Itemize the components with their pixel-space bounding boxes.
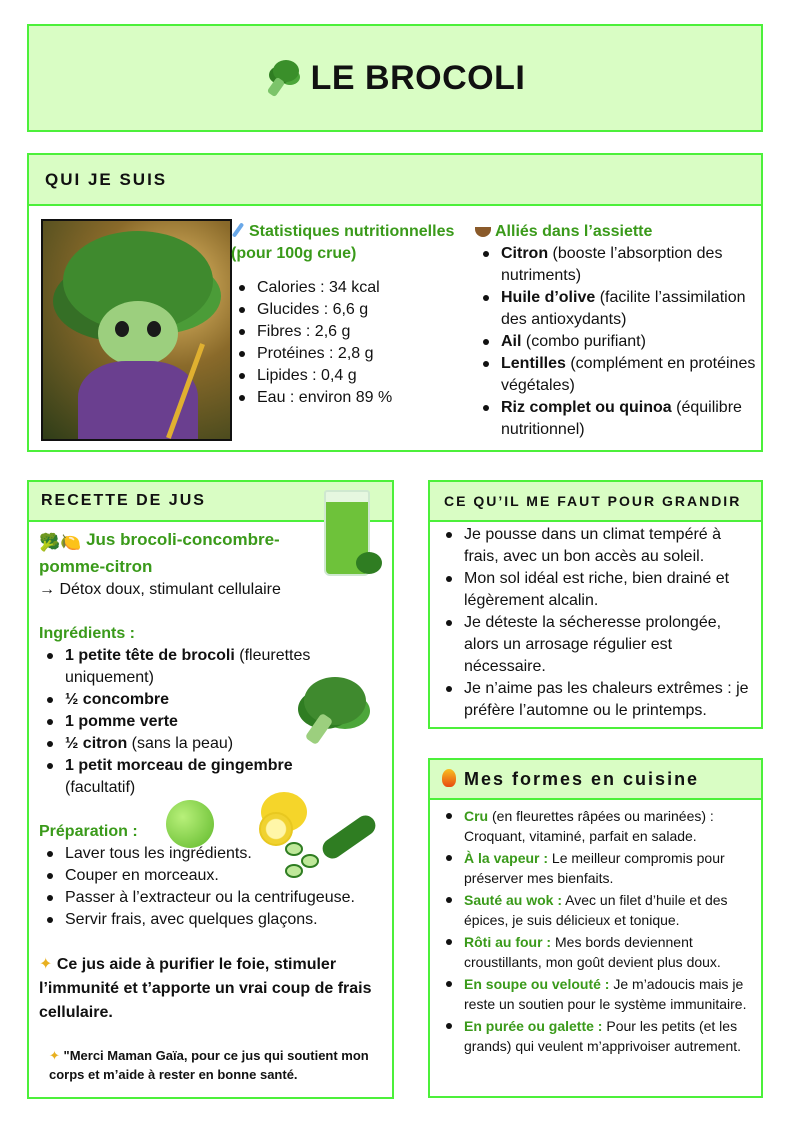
recette-content xyxy=(39,528,384,1025)
recette-section xyxy=(27,480,394,1099)
preparation-list xyxy=(39,843,384,931)
dna-icon xyxy=(231,222,245,238)
list-item: Rôti au four : Mes bords deviennent croustillants, mon goût devient plus doux. xyxy=(438,932,756,972)
juice-title: 🥦🍋 Jus brocoli-concombre-pomme-citron xyxy=(39,530,280,576)
list-item: Mon sol idéal est riche, bien drainé et légèrement alcalin. xyxy=(438,568,756,612)
benefit-text: ✦ Ce jus aide à purifier le foie, stimuler l’immunité et t’apporte un vrai coup de frais cellulaire. xyxy=(39,956,372,1021)
list-item: 1 pomme verte xyxy=(39,711,324,733)
list-item: Je n’aime pas les chaleurs extrêmes : je préfère l’automne ou le printemps. xyxy=(438,678,756,722)
list-item: En purée ou galette : Pour les petits (et les grands) qui veulent m’apprivoiser autrement. xyxy=(438,1016,756,1056)
list-item: Ail (combo purifiant) xyxy=(475,331,759,353)
list-item: Couper en morceaux. xyxy=(39,865,384,887)
stats-list xyxy=(231,277,461,409)
ingredients-list xyxy=(39,645,324,799)
title-banner xyxy=(27,24,763,132)
list-item: En soupe ou velouté : Je m’adoucis mais je reste un soutien pour le système immunitaire. xyxy=(438,974,756,1014)
list-item: Passer à l’extracteur ou la centrifugeuse. xyxy=(39,887,384,909)
sparkles-icon: ✦ xyxy=(39,956,53,973)
list-item: Citron (booste l’absorption des nutriments) xyxy=(475,243,759,287)
list-item: Je déteste la sécheresse prolongée, alors un arrosage régulier est nécessaire. xyxy=(438,612,756,678)
list-item: ½ concombre xyxy=(39,689,324,711)
sparkles-icon: ✦ xyxy=(49,1048,60,1063)
list-item: Riz complet ou quinoa (équilibre nutritionnel) xyxy=(475,397,759,441)
list-item: Huile d’olive (facilite l’assimilation des antioxydants) xyxy=(475,287,759,331)
list-item: Protéines : 2,8 g xyxy=(231,343,461,365)
formes-header xyxy=(430,760,761,800)
grandir-list xyxy=(438,524,756,722)
broccoli-lemon-icon: 🥦🍋 xyxy=(39,533,82,552)
list-item: Fibres : 2,6 g xyxy=(231,321,461,343)
page-title xyxy=(265,59,526,98)
formes-content xyxy=(438,806,756,1058)
formes-section xyxy=(428,758,763,1098)
list-item: À la vapeur : Le meilleur compromis pour préserver mes bienfaits. xyxy=(438,848,756,888)
list-item: Je pousse dans un climat tempéré à frais, avec un bon accès au soleil. xyxy=(438,524,756,568)
list-item: Glucides : 6,6 g xyxy=(231,299,461,321)
fire-icon xyxy=(442,769,456,787)
list-item: Servir frais, avec quelques glaçons. xyxy=(39,909,384,931)
recette-heading: RECETTE DE JUS xyxy=(41,492,206,509)
allies-column xyxy=(475,221,759,441)
list-item: Cru (en fleurettes râpées ou marinées) : Croquant, vitaminé, parfait en salade. xyxy=(438,806,756,846)
stats-column xyxy=(231,221,461,409)
list-item: Eau : environ 89 % xyxy=(231,387,461,409)
allies-title: Alliés dans l’assiette xyxy=(475,221,759,243)
grandir-section xyxy=(428,480,763,729)
qui-je-suis-section xyxy=(27,153,763,452)
grandir-heading: CE QU’IL ME FAUT POUR GRANDIR xyxy=(444,493,742,509)
ingredients-title: Ingrédients : xyxy=(39,625,136,642)
qui-je-suis-header xyxy=(29,155,761,206)
list-item: Laver tous les ingrédients. xyxy=(39,843,384,865)
list-item: ½ citron (sans la peau) xyxy=(39,733,324,755)
grandir-header xyxy=(430,482,761,522)
merci-text: ✦ "Merci Maman Gaïa, pour ce jus qui soutient mon corps et m’aide à rester en bonne santé. xyxy=(49,1048,369,1082)
list-item: Lipides : 0,4 g xyxy=(231,365,461,387)
formes-list xyxy=(438,806,756,1056)
broccoli-character-image xyxy=(41,219,232,441)
qui-je-suis-heading: QUI JE SUIS xyxy=(45,169,168,189)
bowl-icon xyxy=(475,227,491,237)
stats-title: Statistiques nutritionnelles (pour 100g crue) xyxy=(231,223,455,262)
broccoli-icon xyxy=(265,60,301,96)
juice-subtitle: → Détox doux, stimulant cellulaire xyxy=(39,581,281,598)
allies-list xyxy=(475,243,759,441)
list-item: Sauté au wok : Avec un filet d’huile et des épices, je suis délicieux et tonique. xyxy=(438,890,756,930)
preparation-title: Préparation : xyxy=(39,823,138,840)
list-item: 1 petite tête de brocoli (fleurettes uniquement) xyxy=(39,645,324,689)
list-item: Lentilles (complément en protéines végétales) xyxy=(475,353,759,397)
list-item: Calories : 34 kcal xyxy=(231,277,461,299)
grandir-content xyxy=(438,524,756,722)
list-item: 1 petit morceau de gingembre (facultatif) xyxy=(39,755,324,799)
formes-heading: Mes formes en cuisine xyxy=(442,769,699,790)
page-title-text: LE BROCOLI xyxy=(310,58,526,97)
